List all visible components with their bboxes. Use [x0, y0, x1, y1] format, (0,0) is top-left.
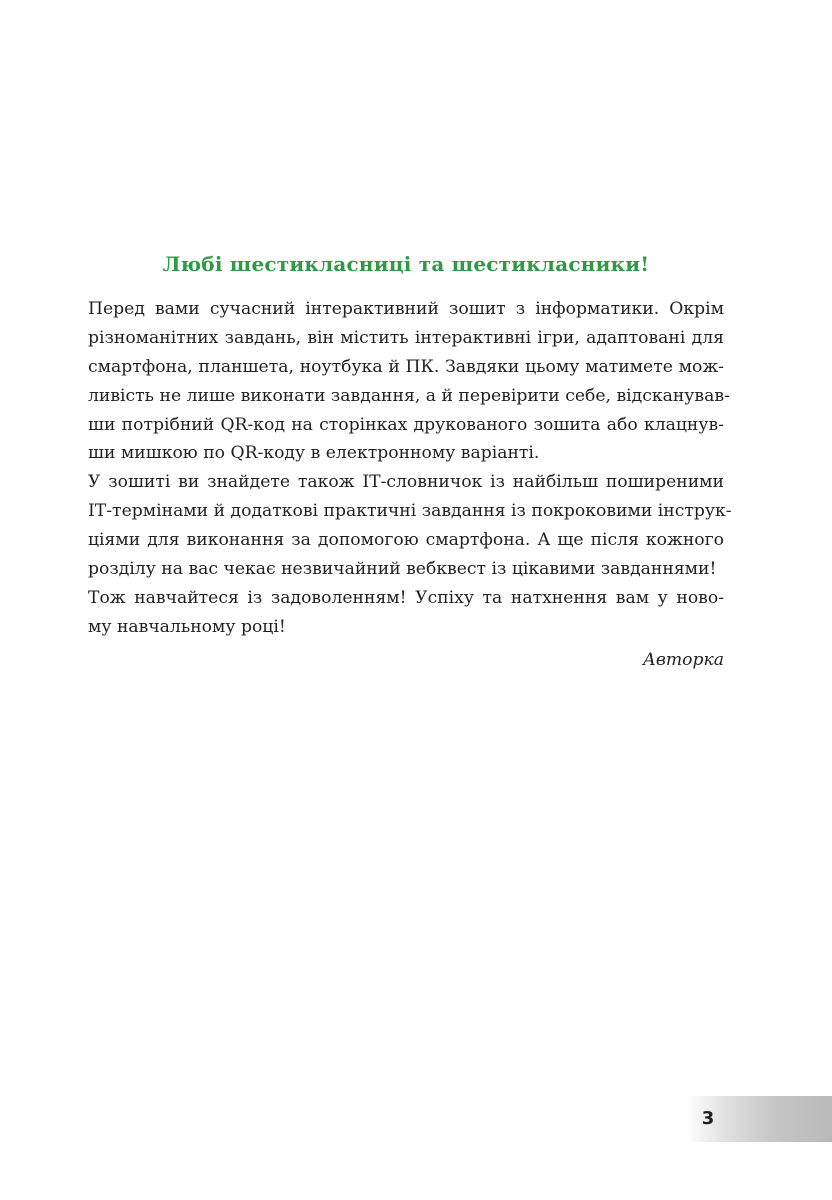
- paragraph-1-line-5: ши потрібний QR-код на сторінках друкованого зошита або клацнув-: [88, 414, 724, 435]
- author-signature: Авторка: [642, 650, 724, 670]
- paragraph-2-line-4: розділу на вас чекає незвичайний вебквест із цікавими завданнями!: [88, 559, 717, 580]
- paragraph-1-line-4: ливість не лише виконати завдання, а й перевірити себе, відсканував-: [88, 385, 730, 406]
- paragraph-2-line-1: У зошиті ви знайдете також ІТ-словничок із найбільш поширеними: [88, 472, 724, 493]
- paragraph-3-line-1: Тож навчайтеся із задоволенням! Успіху та натхнення вам у ново-: [88, 587, 724, 608]
- paragraph-1-line-6: ши мишкою по QR-коду в електронному варіанті.: [88, 443, 540, 464]
- page-heading: Любі шестикласниці та шестикласники!: [162, 252, 650, 276]
- paragraph-1-line-2: різноманітних завдань, він містить інтерактивні ігри, адаптовані для: [88, 327, 724, 348]
- paragraph-2-line-3: ціями для виконання за допомогою смартфона. А ще після кожного: [88, 530, 724, 551]
- page-number: 3: [701, 1108, 715, 1129]
- paragraph-1-line-3: смартфона, планшета, ноутбука й ПК. Завдяки цьому матимете мож-: [88, 356, 724, 377]
- body-text: [88, 295, 732, 642]
- paragraph-1-line-1: Перед вами сучасний інтерактивний зошит з інформатики. Окрім: [88, 299, 724, 319]
- paragraph-2-line-2: ІТ-термінами й додаткові практичні завдання із покроковими інструк-: [88, 501, 732, 522]
- paragraph-3-line-2: му навчальному році!: [88, 616, 286, 637]
